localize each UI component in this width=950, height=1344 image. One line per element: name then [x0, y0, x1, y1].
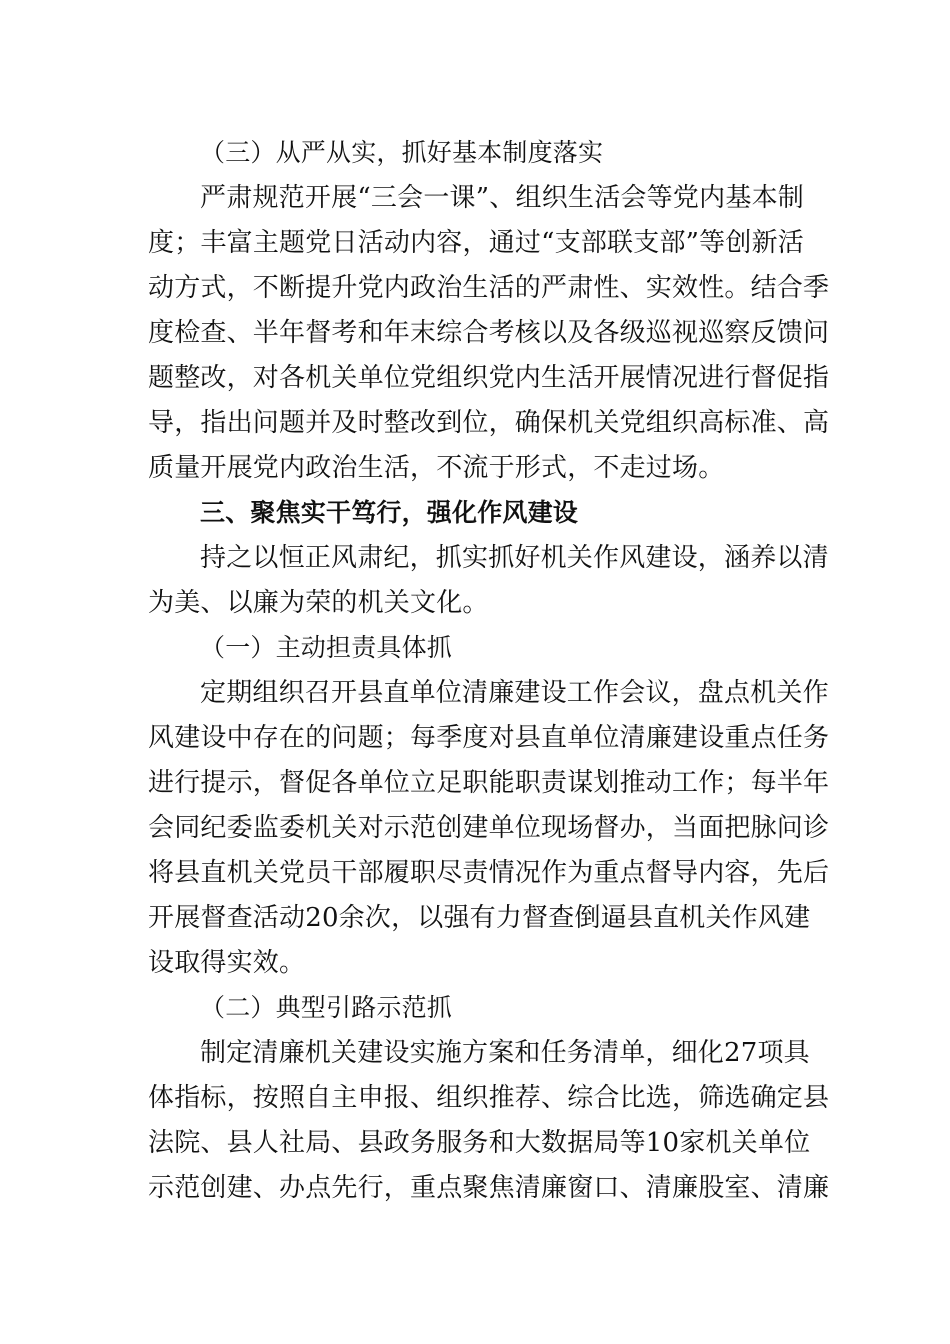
paragraph-line: 开展督查活动20余次，以强有力督查倒逼县直机关作风建	[148, 903, 811, 933]
paragraph-line: 设取得实效。	[148, 948, 306, 978]
paragraph-line: 为美、以廉为荣的机关文化。	[148, 588, 489, 618]
paragraph-line: 会同纪委监委机关对示范创建单位现场督办，当面把脉问诊	[148, 813, 830, 843]
paragraph-line: 度检查、半年督考和年末综合考核以及各级巡视巡察反馈问	[148, 318, 830, 348]
section-heading: 三、聚焦实干笃行，强化作风建设	[200, 498, 579, 527]
sub-heading-3: （三）从严从实，抓好基本制度落实	[200, 138, 604, 167]
sub-heading-2: （二）典型引路示范抓	[200, 993, 453, 1022]
paragraph-line: 持之以恒正风肃纪，抓实抓好机关作风建设，涵养以清	[200, 543, 829, 573]
paragraph-line: 动方式，不断提升党内政治生活的严肃性、实效性。结合季	[148, 273, 830, 303]
sub-heading-1: （一）主动担责具体抓	[200, 633, 453, 662]
paragraph-line: 制定清廉机关建设实施方案和任务清单，细化27项具	[200, 1038, 810, 1068]
paragraph-line: 导，指出问题并及时整改到位，确保机关党组织高标准、高	[148, 408, 830, 438]
paragraph-line: 度；丰富主题党日活动内容，通过“支部联支部”等创新活	[148, 228, 804, 258]
paragraph-line: 风建设中存在的问题；每季度对县直单位清廉建设重点任务	[148, 723, 830, 753]
paragraph-line: 质量开展党内政治生活，不流于形式，不走过场。	[148, 453, 725, 483]
paragraph-line: 题整改，对各机关单位党组织党内生活开展情况进行督促指	[148, 363, 830, 393]
paragraph-line: 体指标，按照自主申报、组织推荐、综合比选，筛选确定县	[148, 1083, 830, 1113]
paragraph-line: 示范创建、办点先行，重点聚焦清廉窗口、清廉股室、清廉	[148, 1173, 830, 1203]
paragraph-line: 法院、县人社局、县政务服务和大数据局等10家机关单位	[148, 1128, 811, 1158]
paragraph-line: 定期组织召开县直单位清廉建设工作会议，盘点机关作	[200, 678, 829, 708]
paragraph-line: 将县直机关党员干部履职尽责情况作为重点督导内容，先后	[148, 858, 830, 888]
paragraph-line: 严肃规范开展“三会一课”、组织生活会等党内基本制	[200, 183, 804, 213]
paragraph-line: 进行提示，督促各单位立足职能职责谋划推动工作；每半年	[148, 768, 830, 798]
